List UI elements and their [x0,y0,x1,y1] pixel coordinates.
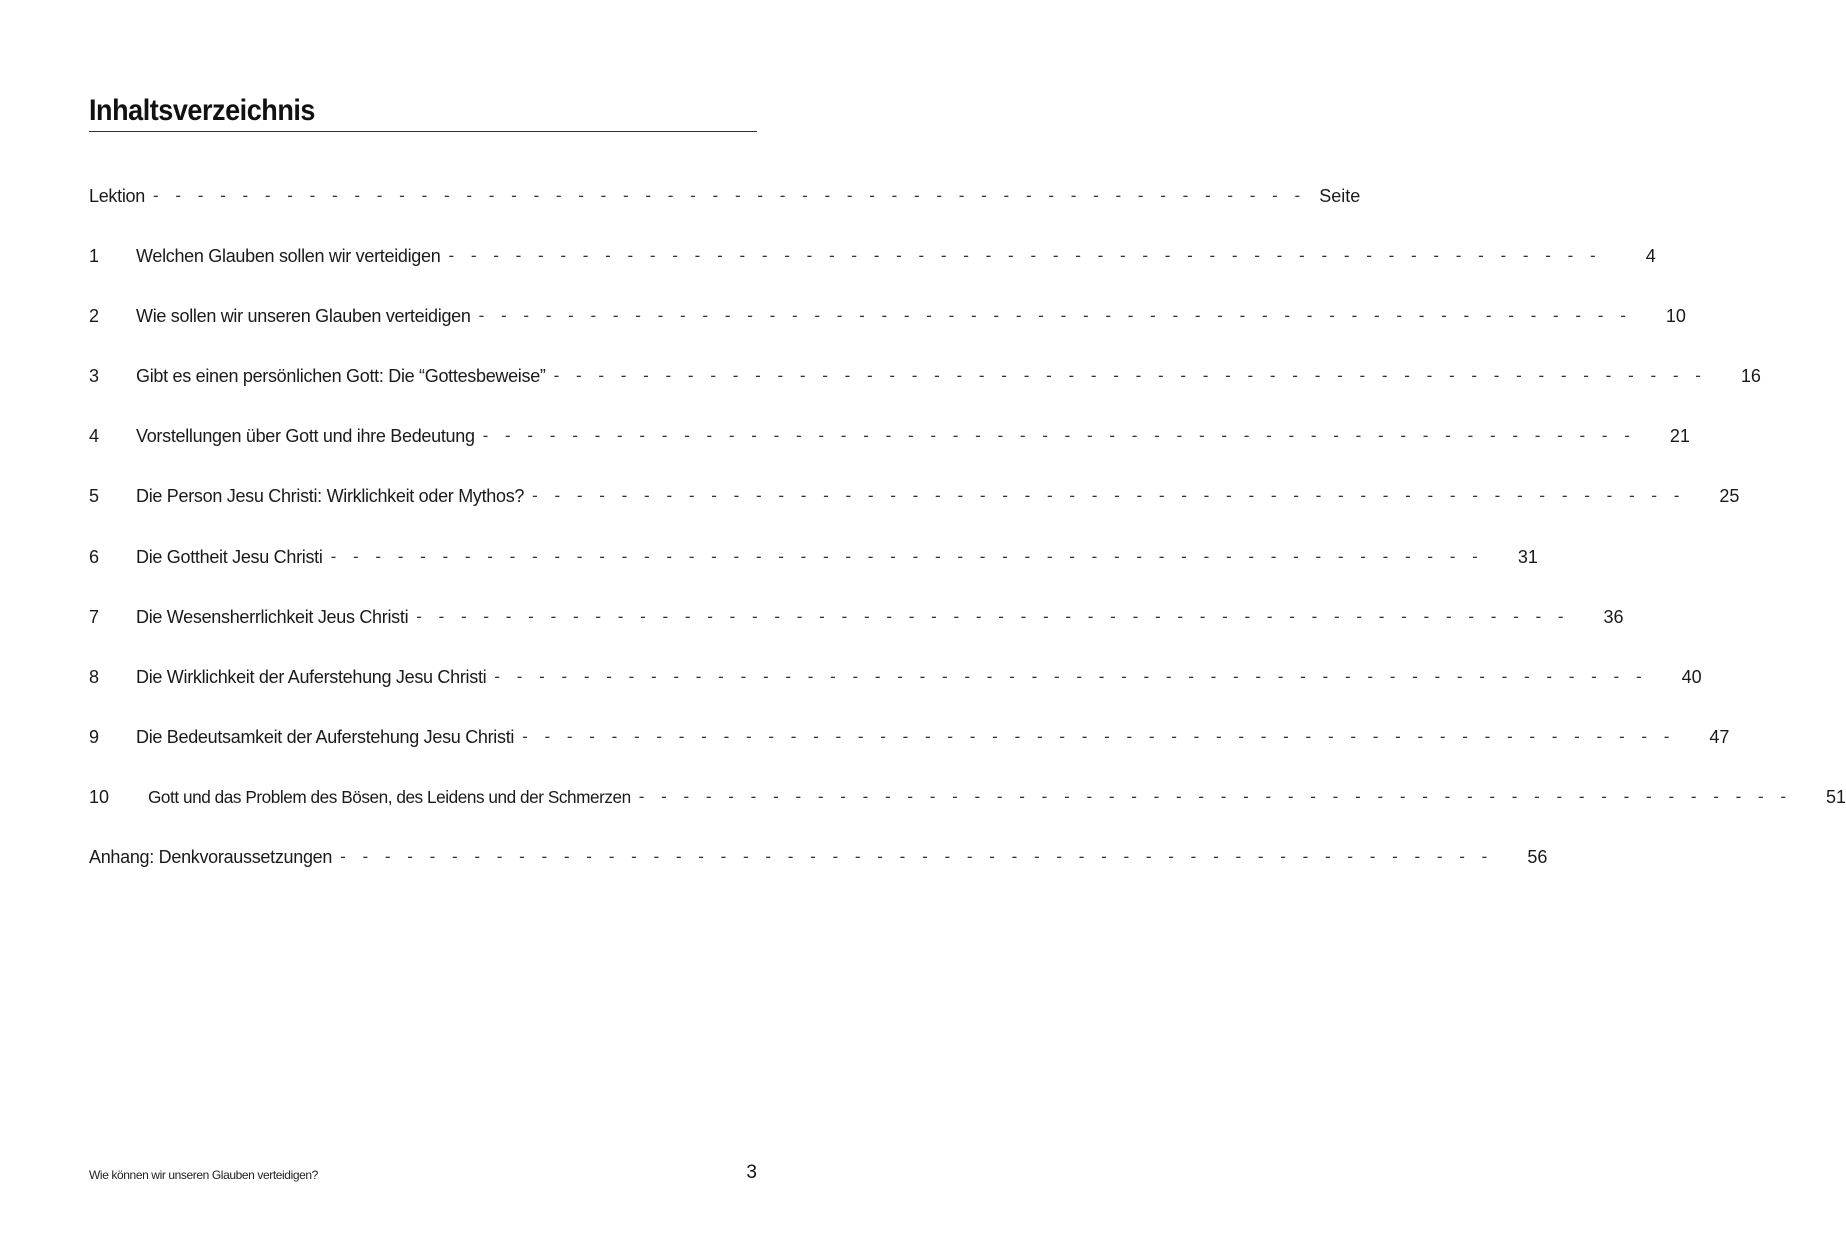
toc-appendix-row[interactable] [89,841,1548,873]
toc-leader: - - - - - - - - - - - - - - - - - - - - - - - - - - - - - - - - - - - - - - - - - - - - - - - - - - - - [482,426,1636,445]
toc-leader: - - - - - - - - - - - - - - - - - - - - - - - - - - - - - - - - - - - - - - - - - - - - - - - - - - - - [532,486,1686,505]
toc-entry-title: Welchen Glauben sollen wir verteidigen [136,246,441,266]
toc-entry-page: 51 [1826,787,1846,807]
toc-entry-5[interactable] [89,480,1740,512]
toc-entry-title: Die Bedeutsamkeit der Auferstehung Jesu Christi [136,727,515,747]
toc-leader: - - - - - - - - - - - - - - - - - - - - - - - - - - - - - - - - - - - - - - - - - - - - - - - - - - - - [494,667,1648,686]
toc-entry-page: 40 [1681,667,1702,687]
toc-entry-title: Die Wirklichkeit der Auferstehung Jesu Christi [136,667,487,687]
toc-appendix-page: 56 [1527,847,1548,867]
toc-leader: - - - - - - - - - - - - - - - - - - - - - - - - - - - - - - - - - - - - - - - - - - - - - - - - - - - - [553,366,1707,385]
toc-entry-title: Gibt es einen persönlichen Gott: Die “Gottesbeweise” [136,366,546,386]
toc-header-lesson-label: Lektion [89,186,145,206]
toc-entry-6[interactable] [89,541,1538,573]
toc-entry-title: Die Wesensherrlichkeit Jeus Christi [136,607,409,627]
toc-entry-10[interactable] [89,781,1846,813]
toc-entry-2[interactable] [89,300,1686,332]
toc-entry-number: 10 [89,787,110,807]
toc-entry-9[interactable] [89,721,1730,753]
toc-header-page-label: Seite [1319,186,1361,206]
toc-entry-page: 4 [1645,246,1656,266]
footer-book-title: Wie können wir unseren Glauben verteidigen? [89,1168,318,1182]
toc-leader: - - - - - - - - - - - - - - - - - - - - - - - - - - - - - - - - - - - - - - - - - - - - - - - - - - - - [152,186,1307,205]
toc-leader: - - - - - - - - - - - - - - - - - - - - - - - - - - - - - - - - - - - - - - - - - - - - - - - - - - - - [448,246,1602,265]
toc-entry-number: 5 [89,486,100,506]
toc-leader: - - - - - - - - - - - - - - - - - - - - - - - - - - - - - - - - - - - - - - - - - - - - - - - - - - - - [522,727,1676,746]
toc-leader: - - - - - - - - - - - - - - - - - - - - - - - - - - - - - - - - - - - - - - - - - - - - - - - - - - - - [416,607,1570,626]
toc-entry-page: 21 [1669,426,1690,446]
toc-entry-title: Die Gottheit Jesu Christi [136,547,323,567]
page-title: Inhaltsverzeichnis [89,94,315,127]
toc-entry-number: 1 [89,246,100,266]
toc-leader: - - - - - - - - - - - - - - - - - - - - - - - - - - - - - - - - - - - - - - - - - - - - - - - - - - - - [340,847,1494,866]
toc-entry-number: 9 [89,727,100,747]
toc-entry-number: 3 [89,366,100,386]
toc-entry-1[interactable] [89,240,1656,272]
toc-entry-title: Wie sollen wir unseren Glauben verteidigen [136,306,471,326]
toc-entry-page: 36 [1603,607,1624,627]
toc-entry-number: 2 [89,306,100,326]
toc-entry-3[interactable] [89,360,1761,392]
toc-entry-title: Die Person Jesu Christi: Wirklichkeit oder Mythos? [136,486,525,506]
footer-page-number: 3 [746,1162,757,1183]
toc-entry-number: 7 [89,607,100,627]
toc-leader: - - - - - - - - - - - - - - - - - - - - - - - - - - - - - - - - - - - - - - - - - - - - - - - - - - - - [638,787,1793,806]
toc-entry-title: Vorstellungen über Gott und ihre Bedeutung [136,426,475,446]
toc-entry-page: 31 [1517,547,1538,567]
toc-entry-page: 25 [1719,486,1740,506]
toc-entry-number: 6 [89,547,100,567]
toc-leader: - - - - - - - - - - - - - - - - - - - - - - - - - - - - - - - - - - - - - - - - - - - - - - - - - - - - [330,547,1484,566]
toc-entry-number: 8 [89,667,100,687]
toc-entry-number: 4 [89,426,100,446]
toc-entry-8[interactable] [89,661,1702,693]
toc-header-row [89,180,1361,212]
toc-entry-4[interactable] [89,420,1690,452]
toc-entry-page: 16 [1740,366,1761,386]
toc-leader: - - - - - - - - - - - - - - - - - - - - - - - - - - - - - - - - - - - - - - - - - - - - - - - - - - - - [478,306,1632,325]
toc-appendix-title: Anhang: Denkvoraussetzungen [89,847,333,867]
toc-entry-title: Gott und das Problem des Bösen, des Leidens und der Schmerzen [148,787,631,807]
toc-entry-7[interactable] [89,601,1624,633]
toc-entry-page: 47 [1709,727,1730,747]
title-divider [89,131,757,132]
toc-entry-page: 10 [1665,306,1686,326]
